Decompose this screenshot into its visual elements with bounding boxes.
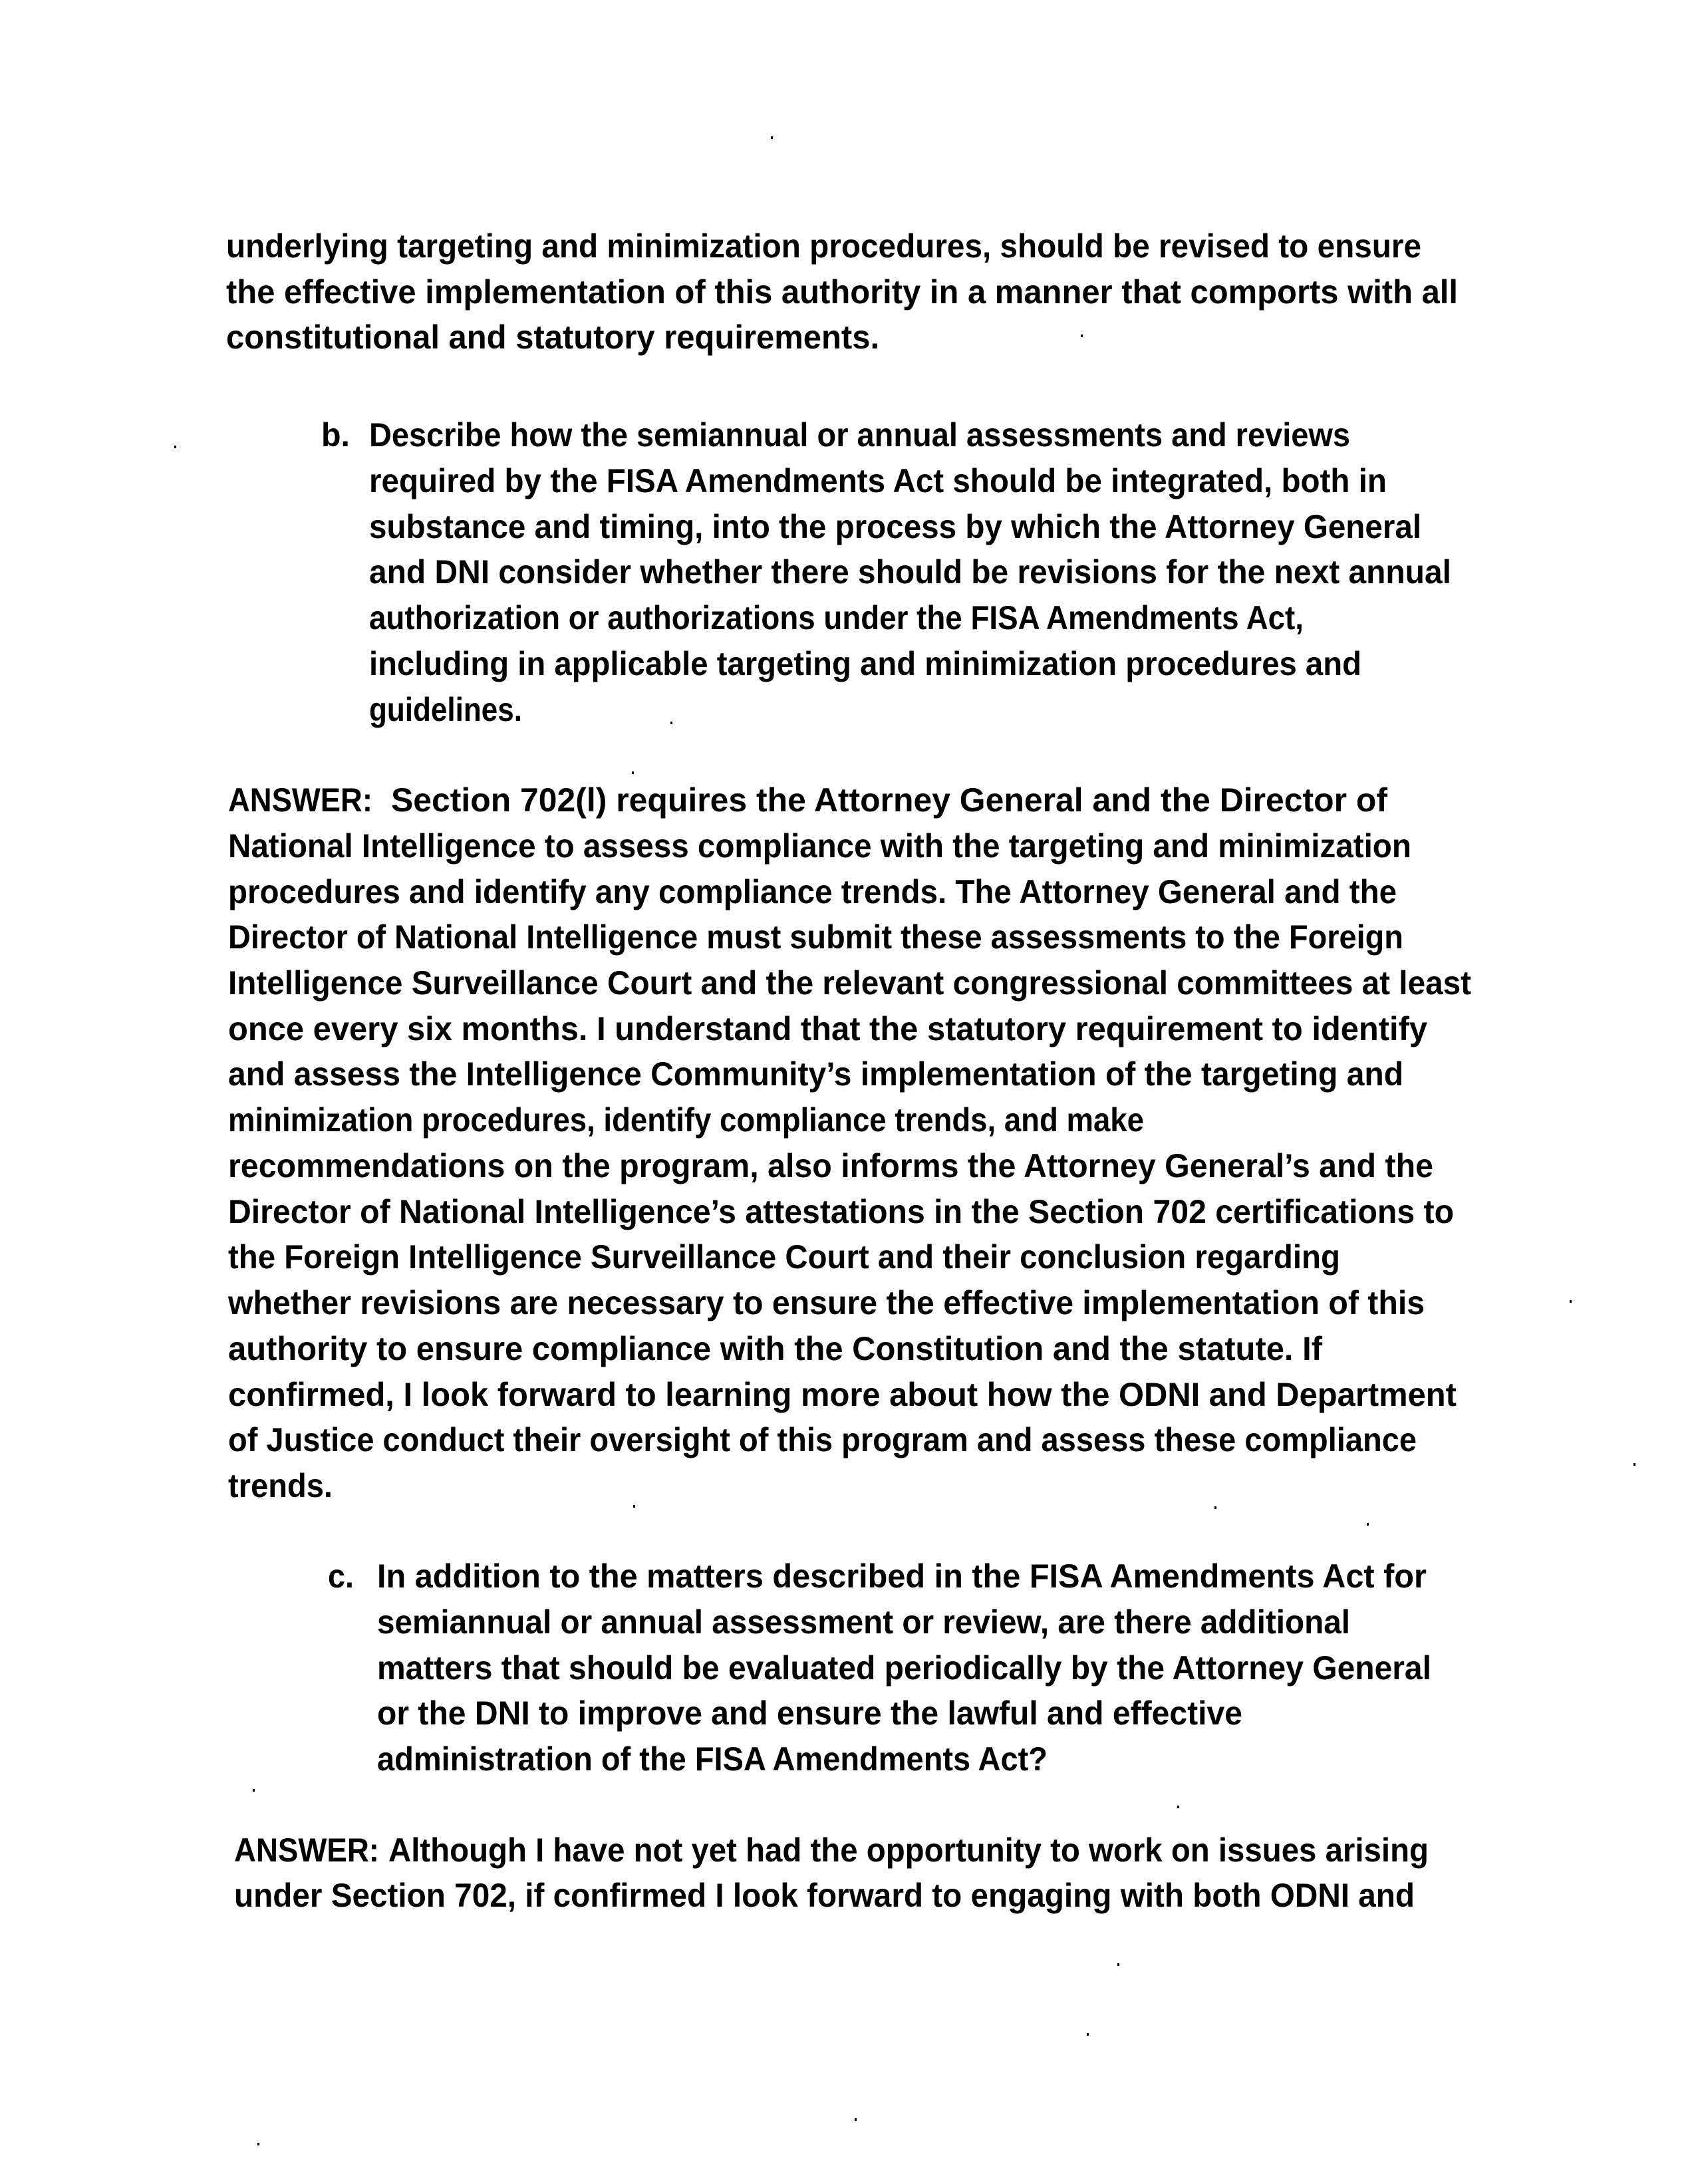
text-line: and assess the Intelligence Community’s implementation of the targeting and (228, 1055, 1404, 1093)
list-marker-c: c. (328, 1558, 354, 1595)
scan-speck (632, 771, 634, 774)
text-line: authorization or authorizations under the FISA Amendments Act, (369, 599, 1304, 636)
text-line: the effective implementation of this authority in a manner that comports with all (226, 273, 1459, 311)
scan-speck (1117, 1963, 1119, 1966)
text-line: procedures and identify any compliance trends. The Attorney General and the (228, 873, 1397, 910)
text-line: substance and timing, into the process by which the Attorney General (369, 508, 1422, 545)
scan-speck (1081, 335, 1083, 337)
text-line: constitutional and statutory requirements. (226, 319, 880, 356)
text-line: confirmed, I look forward to learning more about how the ODNI and Department (228, 1376, 1457, 1413)
scan-speck (1367, 1523, 1369, 1526)
scan-speck (855, 2118, 857, 2121)
text-line: the Foreign Intelligence Surveillance Court and their conclusion regarding (228, 1238, 1340, 1276)
text-line: including in applicable targeting and minimization procedures and (369, 645, 1361, 682)
scan-speck (633, 1505, 635, 1508)
text-line: National Intelligence to assess compliance with the targeting and minimization (228, 827, 1411, 865)
text-line: matters that should be evaluated periodically by the Attorney General (377, 1649, 1431, 1687)
scan-speck (1570, 1300, 1572, 1303)
scan-speck (174, 446, 176, 448)
text-line: of Justice conduct their oversight of this program and assess these compliance (228, 1421, 1417, 1458)
text-line: Director of National Intelligence’s attestations in the Section 702 certifications to (228, 1193, 1455, 1230)
text-line: administration of the FISA Amendments Act? (377, 1740, 1048, 1778)
text-line: recommendations on the program, also informs the Attorney General’s and the (228, 1147, 1434, 1184)
answer-label: ANSWER: (228, 781, 372, 819)
scan-speck (1633, 1463, 1635, 1466)
text-line: under Section 702, if confirmed I look forward to engaging with both ODNI and (234, 1877, 1415, 1914)
answer-label: ANSWER: (234, 1832, 379, 1869)
text-line: Director of National Intelligence must submit these assessments to the Foreign (228, 918, 1403, 956)
list-marker-b: b. (321, 416, 351, 454)
text-line: authority to ensure compliance with the Constitution and the statute. If (228, 1330, 1323, 1367)
text-line: trends. (228, 1467, 333, 1504)
scan-speck (771, 136, 773, 139)
scan-speck (257, 2143, 259, 2145)
text-line: Intelligence Surveillance Court and the relevant congressional committees at least (228, 964, 1472, 1002)
text-line: whether revisions are necessary to ensure the effective implementation of this (228, 1284, 1425, 1321)
text-line: semiannual or annual assessment or review, are there additional (377, 1603, 1350, 1641)
scan-speck (1177, 1806, 1179, 1808)
scan-speck (1214, 1506, 1216, 1509)
text-line: once every six months. I understand that the statutory requirement to identify (228, 1010, 1428, 1047)
scan-speck (1087, 2033, 1089, 2036)
text-line: Section 702(l) requires the Attorney General and the Director of (391, 781, 1387, 819)
text-line: Although I have not yet had the opportunity to work on issues arising (388, 1832, 1429, 1869)
text-line: or the DNI to improve and ensure the lawful and effective (377, 1695, 1242, 1732)
text-line: guidelines. (369, 691, 522, 728)
scan-speck (253, 1789, 255, 1792)
text-line: minimization procedures, identify compliance trends, and make (228, 1101, 1144, 1139)
text-line: and DNI consider whether there should be revisions for the next annual (369, 553, 1451, 591)
scan-speck (670, 722, 672, 724)
text-line: required by the FISA Amendments Act should be integrated, both in (369, 462, 1387, 499)
text-line: underlying targeting and minimization procedures, should be revised to ensure (226, 227, 1422, 265)
text-line: In addition to the matters described in the FISA Amendments Act for (377, 1558, 1427, 1595)
text-line: Describe how the semiannual or annual assessments and reviews (369, 416, 1351, 454)
